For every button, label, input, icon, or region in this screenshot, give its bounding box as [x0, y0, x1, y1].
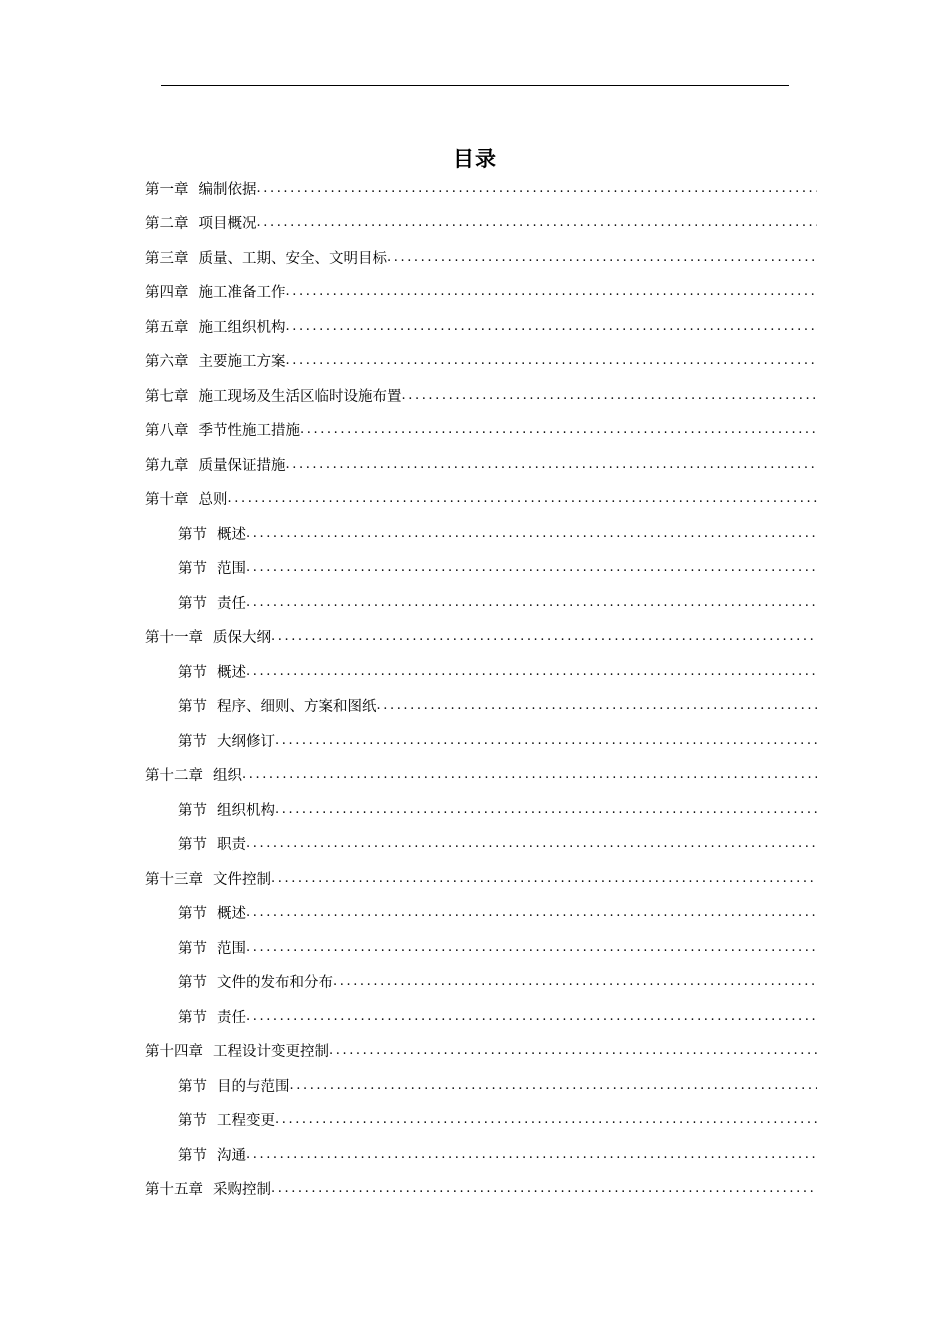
toc-entry-title: 工程变更: [217, 1113, 275, 1130]
toc-entry-title: 目的与范围: [217, 1078, 290, 1095]
toc-entry-number: 第节: [178, 733, 207, 750]
toc-entry-title: 程序、细则、方案和图纸: [217, 699, 377, 716]
toc-entry-number: 第节: [178, 526, 207, 543]
toc-section-entry[interactable]: [145, 999, 817, 1034]
header-rule: [161, 85, 789, 86]
toc-entry-number: 第十五章: [145, 1182, 203, 1199]
toc-dot-leader: [246, 560, 817, 575]
toc-entry-number: 第七章: [145, 388, 189, 405]
toc-section-entry[interactable]: [145, 551, 817, 586]
toc-dot-leader: [228, 491, 818, 506]
toc-chapter-entry[interactable]: [145, 758, 817, 793]
toc-dot-leader: [246, 905, 817, 920]
toc-entry-title: 季节性施工措施: [198, 423, 300, 440]
toc-section-entry[interactable]: [145, 585, 817, 620]
toc-entry-number: 第节: [178, 1078, 207, 1095]
toc-dot-leader: [246, 940, 817, 955]
toc-section-entry[interactable]: [145, 723, 817, 758]
toc-chapter-entry[interactable]: [145, 240, 817, 275]
toc-entry-number: 第一章: [145, 181, 189, 198]
toc-chapter-entry[interactable]: [145, 620, 817, 655]
toc-entry-number: 第节: [178, 1147, 207, 1164]
toc-entry-number: 第节: [178, 664, 207, 681]
toc-section-entry[interactable]: [145, 1137, 817, 1172]
toc-dot-leader: [275, 733, 817, 748]
toc-dot-leader: [329, 1043, 817, 1058]
toc-section-entry[interactable]: [145, 516, 817, 551]
toc-dot-leader: [290, 1078, 818, 1093]
toc-entry-title: 组织机构: [217, 802, 275, 819]
toc-entry-number: 第节: [178, 595, 207, 612]
toc-entry-title: 范围: [217, 561, 246, 578]
toc-dot-leader: [257, 215, 818, 230]
toc-entry-number: 第节: [178, 1009, 207, 1026]
toc-entry-title: 概述: [217, 664, 246, 681]
toc-entry-number: 第节: [178, 561, 207, 578]
toc-dot-leader: [402, 388, 818, 403]
toc-entry-title: 总则: [198, 492, 228, 509]
toc-dot-leader: [377, 698, 818, 713]
toc-dot-leader: [275, 1112, 817, 1127]
toc-entry-title: 主要施工方案: [198, 354, 286, 371]
toc-entry-number: 第四章: [145, 285, 189, 302]
toc-dot-leader: [387, 250, 817, 265]
toc-entry-number: 第十二章: [145, 768, 203, 785]
toc-dot-leader: [246, 526, 817, 541]
toc-chapter-entry[interactable]: [145, 861, 817, 896]
toc-entry-number: 第节: [178, 906, 207, 923]
toc-chapter-entry[interactable]: [145, 447, 817, 482]
toc-entry-number: 第节: [178, 975, 207, 992]
toc-entry-number: 第节: [178, 802, 207, 819]
toc-dot-leader: [246, 595, 817, 610]
toc-entry-number: 第节: [178, 1113, 207, 1130]
toc-entry-number: 第八章: [145, 423, 189, 440]
toc-entry-title: 概述: [217, 526, 246, 543]
toc-dot-leader: [300, 422, 817, 437]
toc-entry-title: 职责: [217, 837, 246, 854]
toc-chapter-entry[interactable]: [145, 275, 817, 310]
toc-entry-title: 项目概况: [198, 216, 257, 233]
toc-entry-title: 质保大纲: [213, 630, 271, 647]
toc-dot-leader: [246, 836, 817, 851]
toc-entry-title: 大纲修订: [217, 733, 275, 750]
toc-chapter-entry[interactable]: [145, 482, 817, 517]
toc-entry-number: 第九章: [145, 457, 189, 474]
toc-list: [145, 171, 817, 1206]
toc-section-entry[interactable]: [145, 965, 817, 1000]
toc-entry-number: 第五章: [145, 319, 189, 336]
toc-chapter-entry[interactable]: [145, 309, 817, 344]
toc-entry-number: 第节: [178, 699, 207, 716]
toc-section-entry[interactable]: [145, 1103, 817, 1138]
toc-entry-title: 施工组织机构: [198, 319, 286, 336]
toc-entry-title: 施工准备工作: [198, 285, 286, 302]
toc-section-entry[interactable]: [145, 654, 817, 689]
toc-dot-leader: [257, 181, 818, 196]
toc-dot-leader: [246, 1147, 817, 1162]
toc-dot-leader: [286, 284, 818, 299]
toc-entry-title: 质量保证措施: [198, 457, 286, 474]
toc-section-entry[interactable]: [145, 689, 817, 724]
toc-dot-leader: [286, 319, 818, 334]
toc-dot-leader: [271, 1181, 817, 1196]
toc-entry-number: 第六章: [145, 354, 189, 371]
toc-entry-number: 第十一章: [145, 630, 203, 647]
toc-chapter-entry[interactable]: [145, 1172, 817, 1207]
toc-section-entry[interactable]: [145, 930, 817, 965]
toc-entry-title: 沟通: [217, 1147, 246, 1164]
toc-entry-title: 工程设计变更控制: [213, 1044, 329, 1061]
toc-dot-leader: [286, 457, 818, 472]
toc-entry-number: 第十三章: [145, 871, 203, 888]
toc-entry-title: 组织: [213, 768, 242, 785]
toc-dot-leader: [271, 629, 817, 644]
toc-entry-number: 第二章: [145, 216, 189, 233]
toc-dot-leader: [271, 871, 817, 886]
toc-chapter-entry[interactable]: [145, 378, 817, 413]
toc-entry-title: 责任: [217, 595, 246, 612]
toc-dot-leader: [246, 1009, 817, 1024]
toc-entry-title: 文件控制: [213, 871, 271, 888]
toc-entry-number: 第十四章: [145, 1044, 203, 1061]
toc-entry-number: 第节: [178, 940, 207, 957]
toc-entry-title: 施工现场及生活区临时设施布置: [198, 388, 402, 405]
toc-chapter-entry[interactable]: [145, 171, 817, 206]
toc-entry-title: 责任: [217, 1009, 246, 1026]
toc-chapter-entry[interactable]: [145, 1034, 817, 1069]
toc-section-entry[interactable]: [145, 1068, 817, 1103]
toc-dot-leader: [333, 974, 817, 989]
toc-entry-number: 第十章: [145, 492, 189, 509]
toc-entry-title: 范围: [217, 940, 246, 957]
toc-title: 目录: [453, 146, 497, 172]
toc-dot-leader: [246, 664, 817, 679]
toc-section-entry[interactable]: [145, 827, 817, 862]
toc-entry-number: 第三章: [145, 250, 189, 267]
toc-section-entry[interactable]: [145, 896, 817, 931]
toc-entry-title: 采购控制: [213, 1182, 271, 1199]
toc-entry-title: 质量、工期、安全、文明目标: [198, 250, 387, 267]
toc-dot-leader: [275, 802, 817, 817]
toc-entry-title: 概述: [217, 906, 246, 923]
toc-chapter-entry[interactable]: [145, 344, 817, 379]
toc-entry-number: 第节: [178, 837, 207, 854]
toc-chapter-entry[interactable]: [145, 413, 817, 448]
toc-chapter-entry[interactable]: [145, 206, 817, 241]
toc-entry-title: 文件的发布和分布: [217, 975, 333, 992]
toc-section-entry[interactable]: [145, 792, 817, 827]
toc-dot-leader: [242, 767, 817, 782]
toc-entry-title: 编制依据: [198, 181, 257, 198]
toc-dot-leader: [286, 353, 818, 368]
